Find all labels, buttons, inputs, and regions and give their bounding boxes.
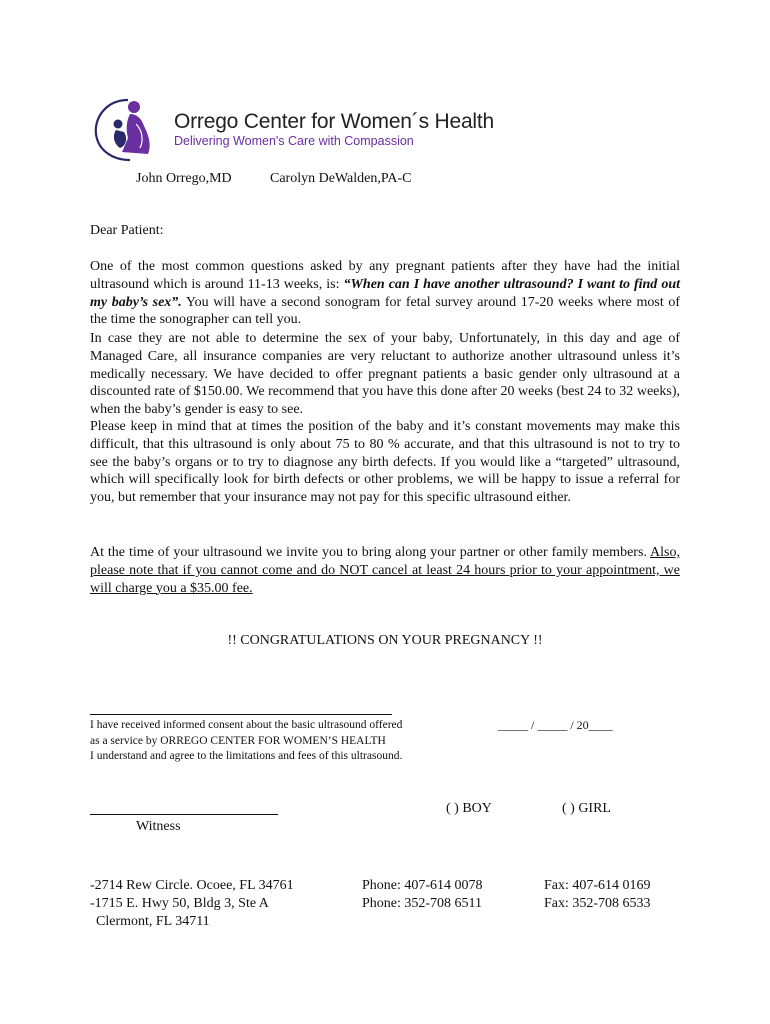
salutation: Dear Patient: xyxy=(90,223,164,238)
witness-label: Witness xyxy=(136,819,181,834)
phone-1: Phone: 407-614 0078 xyxy=(362,878,483,893)
fax-1: Fax: 407-614 0169 xyxy=(544,878,651,893)
witness-signature-line[interactable] xyxy=(90,814,278,815)
mother-baby-logo-icon xyxy=(92,94,172,164)
doctor-2: Carolyn DeWalden,PA-C xyxy=(270,171,412,186)
paragraph-2: In case they are not able to determine the sex of your baby, Unfortunately, in this day and age of Managed Care, all insurance companies are very reluctant to authorize another ultrasound unless it’s medically necessary. We have decided to offer pregnant patients a basic gender only ultrasound at a discounted rate of $150.00. We recommend that you have this done after 20 weeks (best 24 to 32 weeks), when the baby’s gender is easy to see. xyxy=(90,331,680,418)
address-1: -2714 Rew Circle. Ocoee, FL 34761 xyxy=(90,878,294,893)
congratulations: !! CONGRATULATIONS ON YOUR PREGNANCY !! xyxy=(227,633,543,648)
consent-line-1: I have received informed consent about the basic ultrasound offered xyxy=(90,719,403,731)
phone-2: Phone: 352-708 6511 xyxy=(362,896,483,911)
cancellation-policy: Also, please note that if you cannot come and do NOT cancel at least 24 hours prior to your appointment, we will charge you a $35.00 fee. xyxy=(90,545,680,596)
paragraph-4-text-a: At the time of your ultrasound we invite you to bring along your partner or other family members. xyxy=(90,545,651,560)
address-2: -1715 E. Hwy 50, Bldg 3, Ste A xyxy=(90,896,269,911)
paragraph-1-text-a: One of the most common questions asked by any pregnant patients after they have had the initial ultrasound which is around 11-13 weeks, is: xyxy=(90,259,680,292)
paragraph-1-question: “When can I have another ultrasound? I want to find out my baby’s sex”. xyxy=(90,276,680,310)
paragraph-1 xyxy=(90,258,680,329)
org-tagline: Delivering Women's Care with Compassion xyxy=(174,134,414,148)
paragraph-1-text-c: You will have a second sonogram for fetal survey around 17-20 weeks where most of the time the sonographer can tell you. xyxy=(90,294,680,328)
paragraph-3: Please keep in mind that at times the position of the baby and it’s constant movements may make this difficult, that this ultrasound is only about 75 to 80 % accurate, and that this ultrasound is not to try to see the baby’s organs or to try to diagnose any birth defects. If you would like a “targeted” ultrasound, which will specifically look for birth defects or other problems, we will be happy to issue a referral for you, but remember that your insurance may not pay for this specific ultrasound either. xyxy=(90,419,680,506)
boy-option[interactable]: ( ) BOY xyxy=(446,801,492,816)
consent-line-2: as a service by ORREGO CENTER FOR WOMEN’S HEALTH xyxy=(90,735,386,747)
org-name: Orrego Center for Women´s Health xyxy=(174,110,495,133)
fax-2: Fax: 352-708 6533 xyxy=(544,896,651,911)
patient-signature-line[interactable] xyxy=(90,714,392,715)
clinic-logo xyxy=(92,94,172,164)
date-field[interactable]: _____ / _____ / 20____ xyxy=(498,718,613,732)
girl-option[interactable]: ( ) GIRL xyxy=(562,801,611,816)
address-2-city: Clermont, FL 34711 xyxy=(96,914,210,929)
paragraph-4 xyxy=(90,544,680,597)
consent-line-3: I understand and agree to the limitations and fees of this ultrasound. xyxy=(90,750,403,762)
doctor-1: John Orrego,MD xyxy=(136,171,232,186)
